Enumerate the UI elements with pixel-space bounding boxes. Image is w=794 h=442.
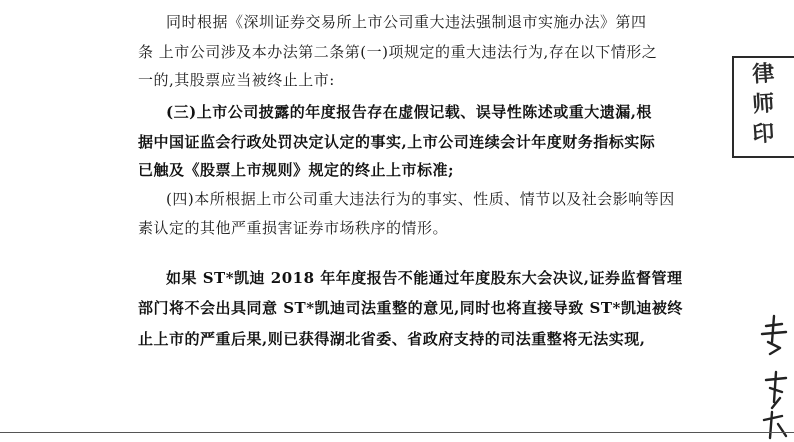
- lawyer-seal-stamp: [732, 56, 794, 158]
- handwritten-signature: [752, 312, 794, 442]
- page-bottom-rule: [0, 432, 794, 433]
- text-line: 同时根据《深圳证券交易所上市公司重大违法强制退市实施办法》第四: [166, 13, 647, 31]
- text-line: 部门将不会出具同意 ST*凯迪司法重整的意见,同时也将直接导致 ST*凯迪被终: [138, 299, 683, 317]
- text-line: 一的,其股票应当被终止上市:: [138, 71, 335, 89]
- text-line: 如果 ST*凯迪 2018 年年度报告不能通过年度股东大会决议,证券监督管理: [166, 269, 683, 287]
- stamp-char: 师: [751, 91, 777, 118]
- text-line: 止上市的严重后果,则已获得湖北省委、省政府支持的司法重整将无法实现,: [138, 330, 646, 348]
- text-line: 素认定的其他严重损害证券市场秩序的情形。: [138, 219, 449, 237]
- text-line: (四)本所根据上市公司重大违法行为的事实、性质、情节以及社会影响等因: [166, 190, 675, 208]
- text-line: 条 上市公司涉及本办法第二条第(一)项规定的重大违法行为,存在以下情形之: [138, 43, 658, 61]
- stamp-char: 印: [751, 121, 777, 148]
- stamp-char: 律: [751, 61, 777, 88]
- text-line: (三)上市公司披露的年度报告存在虚假记载、误导性陈述或重大遗漏,根: [166, 103, 652, 121]
- text-line: 已触及《股票上市规则》规定的终止上市标准;: [138, 161, 455, 179]
- text-line: 据中国证监会行政处罚决定认定的事实,上市公司连续会计年度财务指标实际: [138, 133, 656, 151]
